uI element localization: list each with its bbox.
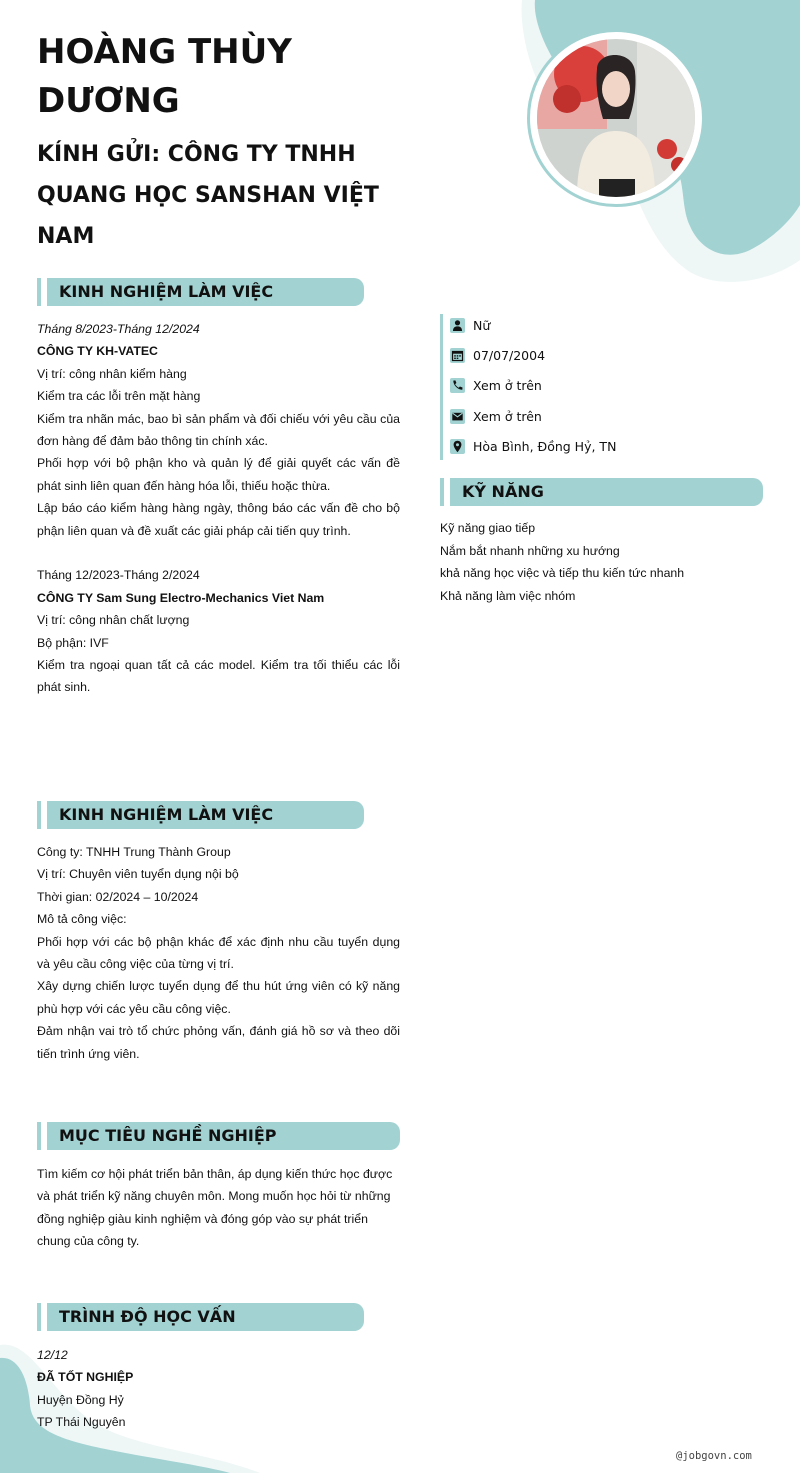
education-period: 12/12 <box>37 1348 68 1362</box>
candidate-name: HOÀNG THÙY DƯƠNG <box>37 32 292 121</box>
career-objective-content <box>37 1163 400 1253</box>
section-title: KỸ NĂNG <box>462 482 544 501</box>
gender-value: Nữ <box>473 318 491 333</box>
job-line: Kiểm tra ngoại quan tất cả các model. Kiểm tra tối thiểu các lỗi phát sinh. <box>37 658 400 695</box>
location-pin-icon <box>450 439 465 454</box>
section-title: MỤC TIÊU NGHỀ NGHIỆP <box>59 1126 277 1145</box>
skill-item: Kỹ năng giao tiếp <box>440 521 536 535</box>
skills-list <box>440 517 770 608</box>
job-line: Vị trí: công nhân kiểm hàng <box>37 366 187 381</box>
birthday-value: 07/07/2004 <box>473 348 546 363</box>
section-career-objective <box>37 1122 400 1150</box>
job-line: Xây dựng chiến lược tuyển dụng để thu hút ứng viên có kỹ năng phù hợp với các yêu cầu công việc. <box>37 979 400 1016</box>
job-period: Tháng 12/2023-Tháng 2/2024 <box>37 568 200 583</box>
work-experience-1-content <box>37 318 400 699</box>
avatar-frame <box>527 29 705 207</box>
job-line: Phối hợp với bộ phận kho và quản lý để giải quyết các vấn đề phát sinh liên quan đến hàng hóa lỗi, thiếu hoặc thừa. <box>37 456 400 493</box>
job-line: Vị trí: công nhân chất lượng <box>37 613 190 628</box>
recipient-line: KÍNH GỬI: CÔNG TY TNHH QUANG HỌC SANSHAN VIỆT NAM <box>37 142 379 249</box>
watermark: @jobgovn.com <box>676 1450 752 1462</box>
job-line: Phối hợp với các bộ phận khác để xác định nhu cầu tuyển dụng và yêu cầu công việc của từng vị trí. <box>37 934 400 972</box>
avatar <box>537 39 695 197</box>
job-line: Bộ phận: IVF <box>37 635 109 650</box>
section-title: KINH NGHIỆM LÀM VIỆC <box>59 805 274 824</box>
job-line: Vị trí: Chuyên viên tuyển dụng nội bộ <box>37 867 239 882</box>
phone-icon <box>450 378 465 393</box>
job-line: Lập báo cáo kiểm hàng hàng ngày, thông báo các vấn đề cho bộ phận liên quan và đề xuất các giải pháp cải tiến quy trình. <box>37 501 400 538</box>
email-value: Xem ở trên <box>473 409 542 424</box>
job-line: Kiểm tra nhãn mác, bao bì sản phẩm và đối chiếu với yêu cầu của đơn hàng để đảm bảo thông tin chính xác. <box>37 411 400 449</box>
job-company: CÔNG TY KH-VATEC <box>37 344 158 359</box>
contact-divider <box>440 314 443 460</box>
skill-item: Nắm bắt nhanh những xu hướng <box>440 543 620 558</box>
skill-item: Khả năng làm việc nhóm <box>440 589 576 604</box>
section-title: KINH NGHIỆM LÀM VIỆC <box>59 282 274 301</box>
phone-value: Xem ở trên <box>473 378 542 393</box>
section-education <box>37 1303 364 1331</box>
calendar-icon <box>450 348 465 363</box>
person-icon <box>450 318 465 333</box>
job-line: Thời gian: 02/2024 – 10/2024 <box>37 889 199 904</box>
education-content <box>37 1344 400 1434</box>
education-status: ĐÃ TỐT NGHIỆP <box>37 1370 134 1385</box>
job-line: Đảm nhận vai trò tổ chức phỏng vấn, đánh giá hồ sơ và theo dõi tiến trình ứng viên. <box>37 1024 400 1061</box>
section-work-experience-1 <box>37 278 364 306</box>
skill-item: khả năng học việc và tiếp thu kiến tức nhanh <box>440 566 685 581</box>
section-title: TRÌNH ĐỘ HỌC VẤN <box>59 1307 236 1326</box>
section-skills <box>440 478 763 506</box>
address-value: Hòa Bình, Đồng Hỷ, TN <box>473 439 617 454</box>
objective-text: Tìm kiếm cơ hội phát triển bản thân, áp dụng kiến thức học được và phát triển kỹ năng chuyên môn. Mong muốn học hỏi từ những đồng nghiệp giàu kinh nghiệm và đóng góp vào sự phát triển chung của công ty. <box>37 1167 393 1249</box>
job-line: Công ty: TNHH Trung Thành Group <box>37 845 231 859</box>
education-line: TP Thái Nguyên <box>37 1415 126 1430</box>
job-line: Kiểm tra các lỗi trên mặt hàng <box>37 389 201 404</box>
job-line: Mô tả công việc: <box>37 912 127 927</box>
education-line: Huyện Đồng Hỷ <box>37 1392 124 1407</box>
envelope-icon <box>450 409 465 424</box>
section-work-experience-2 <box>37 801 364 829</box>
work-experience-2-content <box>37 841 400 1065</box>
job-period: Tháng 8/2023-Tháng 12/2024 <box>37 322 200 336</box>
job-company: CÔNG TY Sam Sung Electro-Mechanics Viet Nam <box>37 590 325 605</box>
